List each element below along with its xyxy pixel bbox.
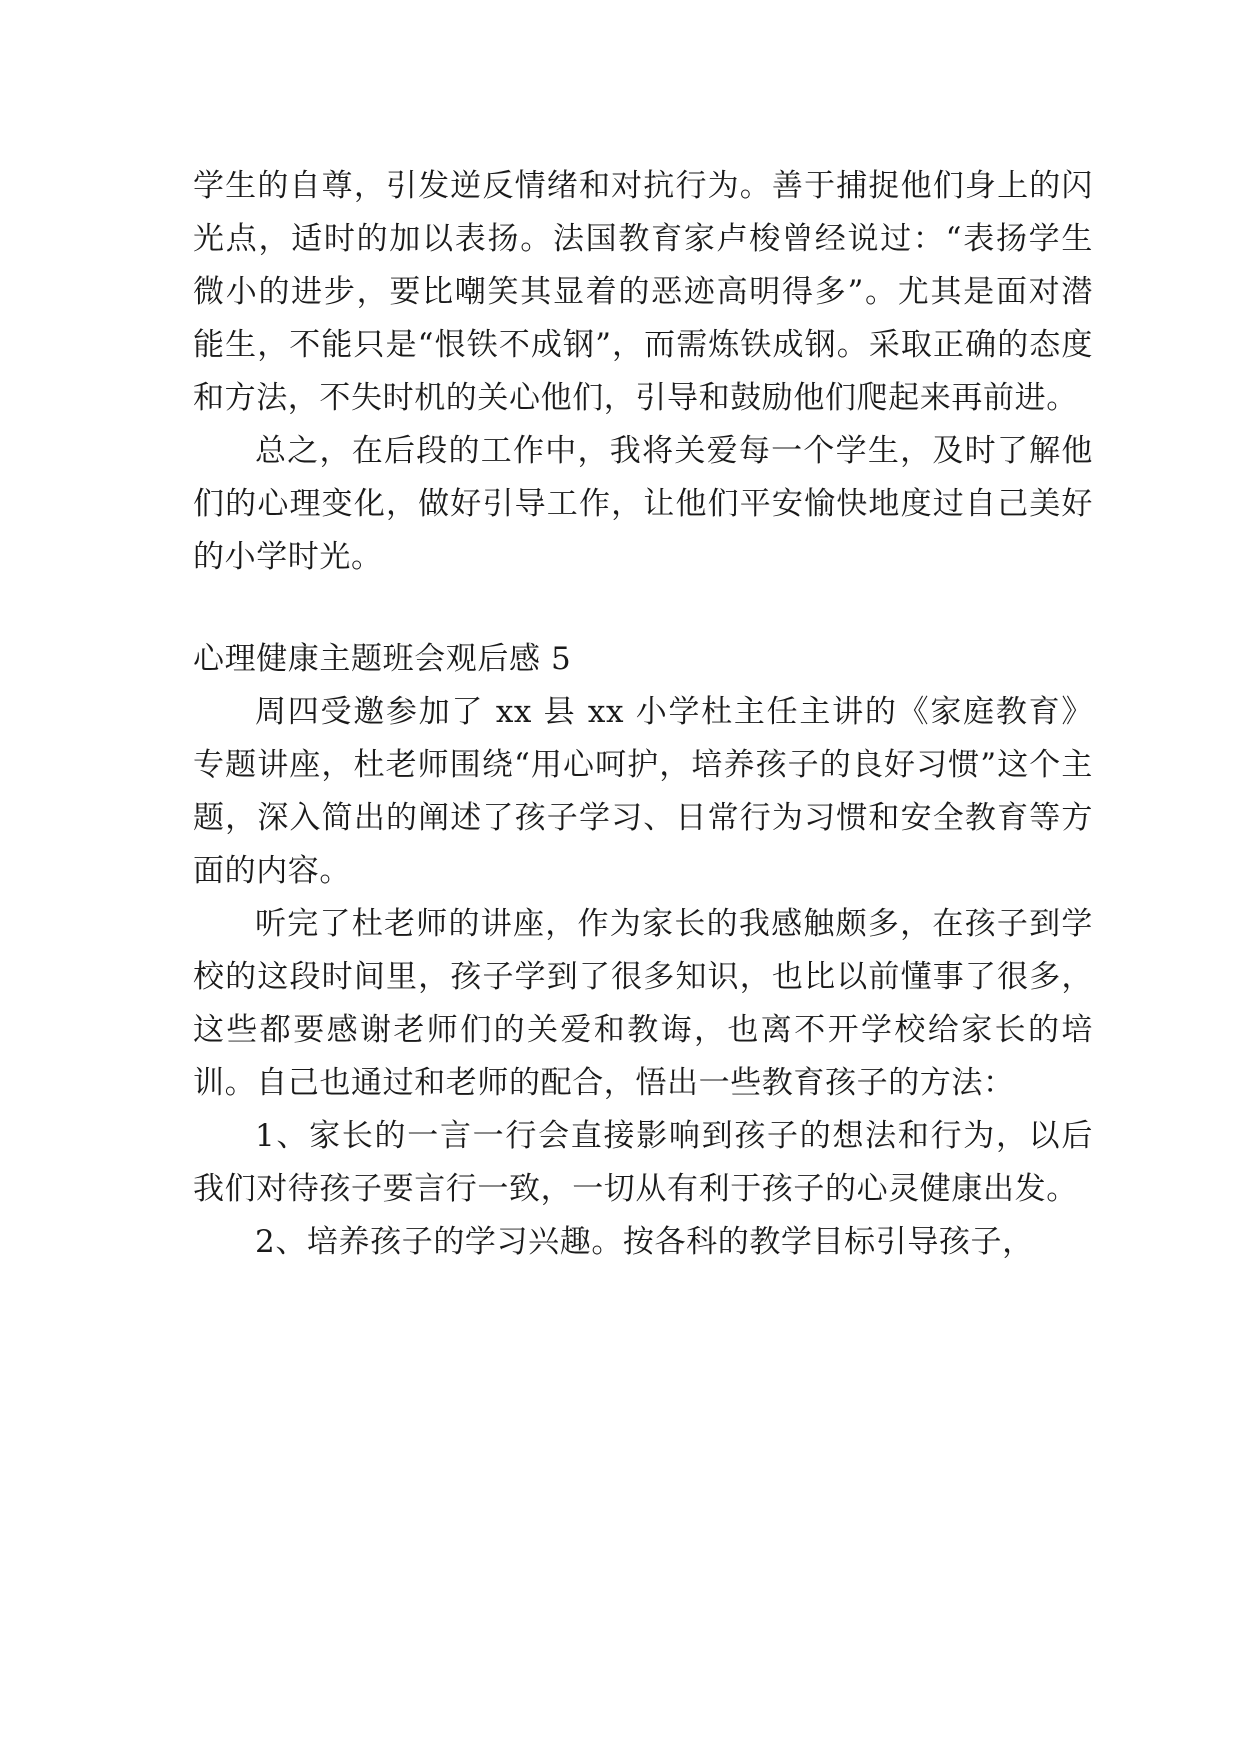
paragraph-lecture-intro: 周四受邀参加了 xx 县 xx 小学杜主任主讲的《家庭教育》专题讲座，杜老师围绕“用心呵护，培养孩子的良好习惯”这个主题，深入简出的阐述了孩子学习、日常行为习惯和安全教育等方面的内容。 xyxy=(193,694,1093,889)
paragraph-point-2: 2、培养孩子的学习兴趣。按各科的教学目标引导孩子， xyxy=(255,1224,1034,1260)
paragraph-parent-reflection: 听完了杜老师的讲座，作为家长的我感触颇多，在孩子到学校的这段时间里，孩子学到了很多知识，也比以前懂事了很多，这些都要感谢老师们的关爱和教诲，也离不开学校给家长的培训。自己也通过和老师的配合，悟出一些教育孩子的方法： xyxy=(193,906,1093,1101)
paragraph-continued: 学生的自尊，引发逆反情绪和对抗行为。善于捕捉他们身上的闪光点，适时的加以表扬。法国教育家卢梭曾经说过：“表扬学生微小的进步，要比嘲笑其显着的恶迹高明得多”。尤其是面对潜能生，不能只是“恨铁不成钢”，而需炼铁成钢。采取正确的态度和方法，不失时机的关心他们，引导和鼓励他们爬起来再前进。 xyxy=(193,168,1093,416)
paragraph-point-1: 1、家长的一言一行会直接影响到孩子的想法和行为，以后我们对待孩子要言行一致，一切从有利于孩子的心灵健康出发。 xyxy=(193,1118,1093,1207)
document-body xyxy=(193,160,1093,1269)
section-title: 心理健康主题班会观后感 5 xyxy=(193,641,572,677)
paragraph-summary: 总之，在后段的工作中，我将关爱每一个学生，及时了解他们的心理变化，做好引导工作，让他们平安愉快地度过自己美好的小学时光。 xyxy=(193,433,1093,575)
